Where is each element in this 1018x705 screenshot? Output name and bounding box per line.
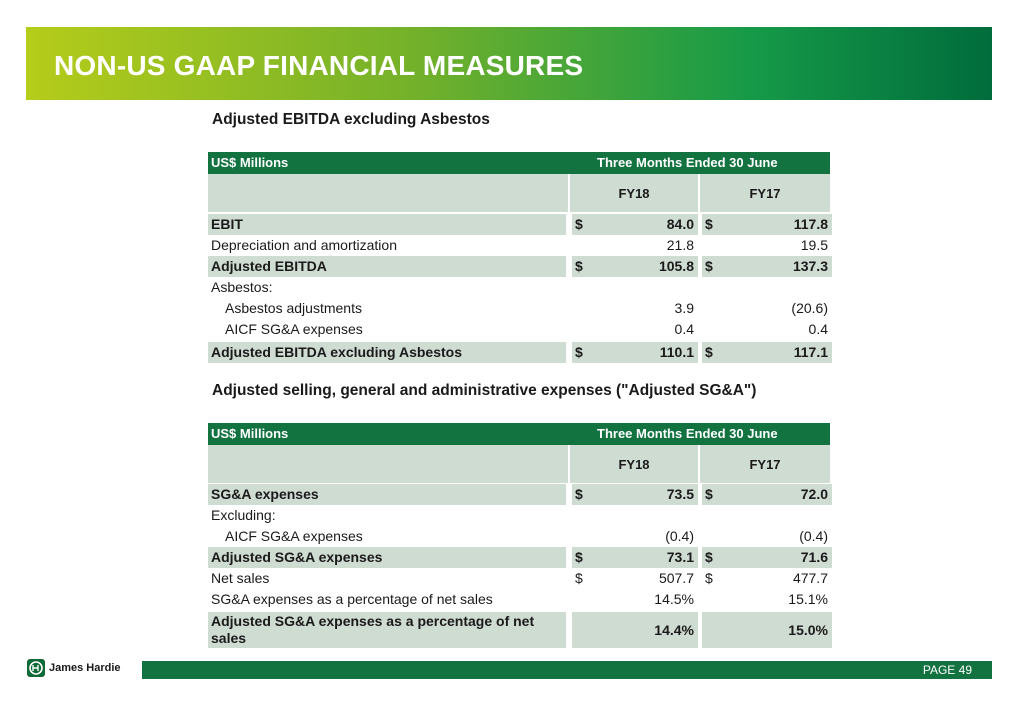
row-label: AICF SG&A expenses — [225, 321, 363, 337]
row-label: Excluding: — [211, 507, 276, 523]
row-label: EBIT — [208, 214, 566, 235]
fy18-cell: $ 507.7 — [575, 570, 694, 586]
table-header-bar — [208, 423, 830, 445]
row-label: Adjusted SG&A expenses as a percentage of net sales — [208, 612, 566, 648]
page-title: NON-US GAAP FINANCIAL MEASURES — [54, 50, 584, 81]
fy18-cell: (0.4) — [665, 528, 694, 544]
fy17-cell: 15.1% — [788, 591, 828, 607]
column-header-fy17: FY17 — [700, 445, 830, 483]
fy17-cell: $ 117.1 — [702, 342, 832, 363]
fy17-cell: (0.4) — [799, 528, 828, 544]
fy17-cell: 19.5 — [800, 237, 828, 253]
table-row — [208, 342, 832, 363]
fy18-cell: 3.9 — [674, 300, 694, 316]
table-row — [208, 319, 832, 340]
table-row — [208, 612, 832, 648]
row-label: SG&A expenses — [208, 484, 566, 505]
column-header-fy18: FY18 — [570, 174, 700, 212]
fy18-cell: $ 73.5 — [572, 484, 698, 505]
table-row — [208, 298, 832, 319]
page-number: PAGE 49 — [922, 663, 972, 677]
fy17-cell: $ 477.7 — [705, 570, 828, 586]
table-row — [208, 484, 832, 505]
period-label: Three Months Ended 30 June — [597, 155, 778, 170]
row-label: Depreciation and amortization — [211, 237, 397, 253]
row-label: SG&A expenses as a percentage of net sales — [211, 591, 493, 607]
fy18-cell: $ 105.8 — [572, 256, 698, 277]
row-label: Adjusted EBITDA excluding Asbestos — [208, 342, 566, 363]
units-label: US$ Millions — [211, 426, 289, 441]
units-label: US$ Millions — [211, 155, 289, 170]
row-label: Adjusted SG&A expenses — [208, 547, 566, 568]
fy17-cell: $ 71.6 — [702, 547, 832, 568]
footer-bar — [142, 661, 992, 679]
column-header-fy17: FY17 — [700, 174, 830, 212]
row-label: AICF SG&A expenses — [225, 528, 363, 544]
table-row — [208, 568, 832, 589]
fy18-cell: 14.5% — [654, 591, 694, 607]
table-row — [208, 277, 832, 298]
column-header-blank — [208, 445, 570, 483]
row-label: Adjusted EBITDA — [208, 256, 566, 277]
fy18-cell: $ 110.1 — [572, 342, 698, 363]
logo-text: James Hardie — [49, 662, 121, 674]
table-header-bar — [208, 152, 830, 174]
table2-title: Adjusted selling, general and administrative expenses ("Adjusted SG&A") — [212, 382, 757, 399]
period-label: Three Months Ended 30 June — [597, 426, 778, 441]
fy18-cell: 0.4 — [674, 321, 694, 337]
table-row — [208, 547, 832, 568]
title-banner — [26, 27, 992, 100]
fy18-cell: 14.4% — [572, 612, 698, 648]
table-row — [208, 526, 832, 547]
ebitda-table — [208, 152, 832, 364]
column-header-fy18: FY18 — [570, 445, 700, 483]
table-row — [208, 589, 832, 610]
table1-title: Adjusted EBITDA excluding Asbestos — [212, 111, 490, 128]
fy17-cell: $ 72.0 — [702, 484, 832, 505]
fy17-cell: (20.6) — [791, 300, 828, 316]
row-label: Net sales — [211, 570, 270, 586]
james-hardie-logo-icon — [27, 659, 45, 677]
column-header-blank — [208, 174, 570, 212]
fy17-cell: $ 117.8 — [702, 214, 832, 235]
table-row — [208, 256, 832, 277]
row-label: Asbestos: — [211, 279, 273, 295]
fy18-cell: 21.8 — [666, 237, 694, 253]
fy17-cell: 0.4 — [808, 321, 828, 337]
fy17-cell: $ 137.3 — [702, 256, 832, 277]
row-label: Asbestos adjustments — [225, 300, 362, 316]
fy18-cell: $ 73.1 — [572, 547, 698, 568]
table-row — [208, 235, 832, 256]
table-row — [208, 505, 832, 526]
fy18-cell: $ 84.0 — [572, 214, 698, 235]
fy17-cell: 15.0% — [702, 612, 832, 648]
sga-table — [208, 423, 832, 651]
table-row — [208, 214, 832, 235]
